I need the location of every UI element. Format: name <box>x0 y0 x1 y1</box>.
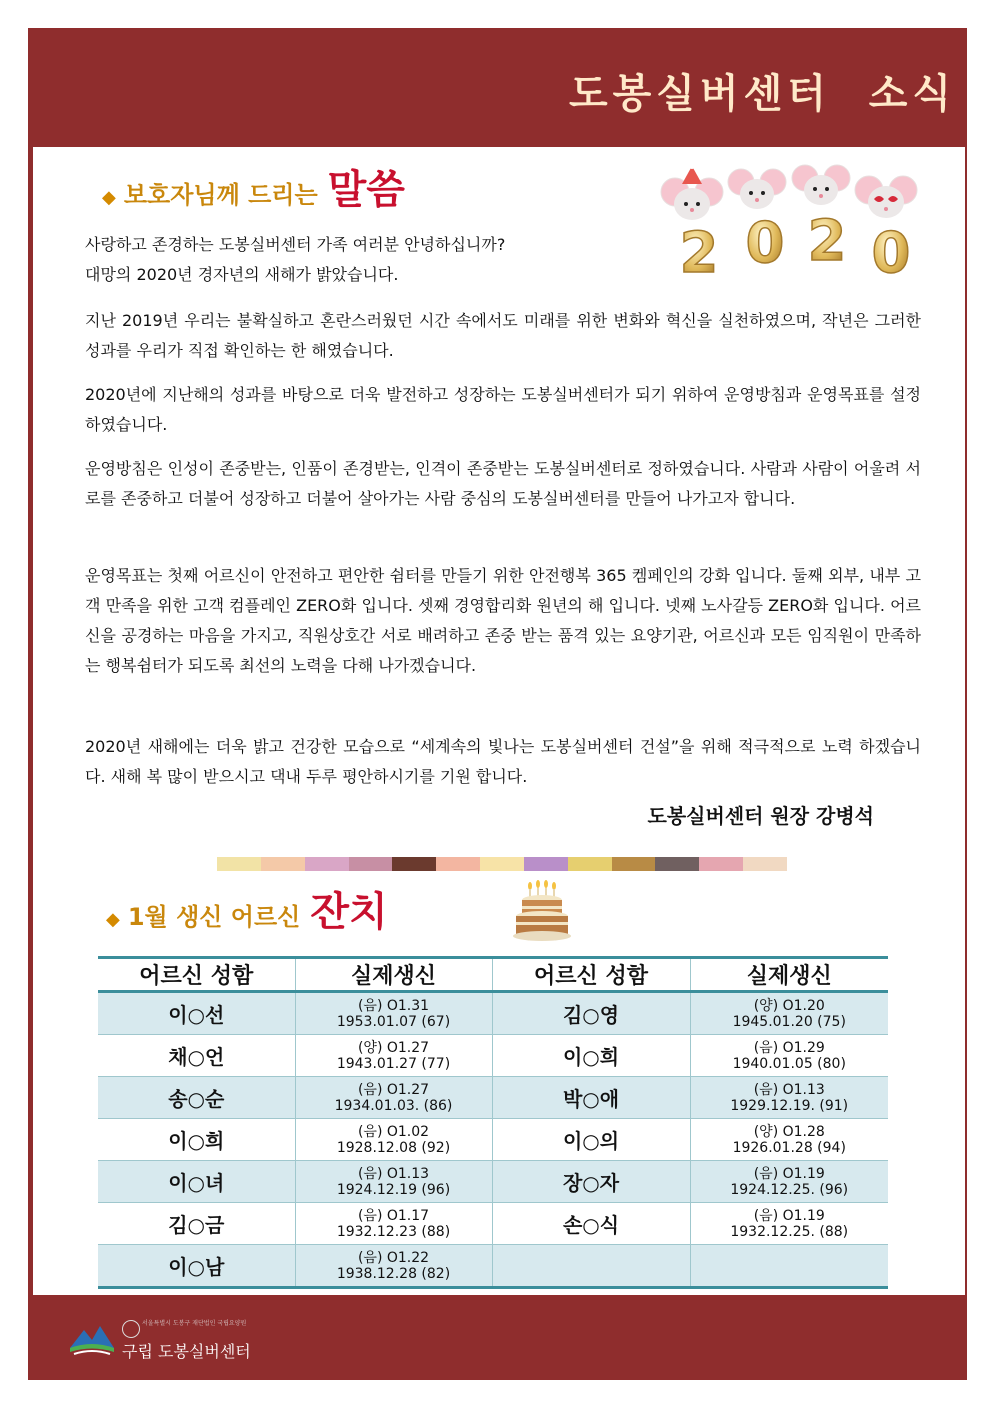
solar-date: 1940.01.05 (80) <box>732 1055 846 1072</box>
senior-name-cell: 장○자 <box>492 1161 690 1203</box>
senior-name-cell: 이○선 <box>98 992 295 1035</box>
senior-name-cell: 김○영 <box>492 992 690 1035</box>
birthday-date-cell <box>690 1203 888 1245</box>
stripe-segment <box>436 857 480 871</box>
stripe-segment <box>524 857 568 871</box>
solar-date: 1932.12.25. (88) <box>730 1223 849 1240</box>
birthday-date-cell <box>295 1035 492 1077</box>
solar-date: 1945.01.20 (75) <box>732 1013 846 1030</box>
stripe-segment <box>305 857 349 871</box>
digit-2: 2 <box>679 221 719 280</box>
lunar-date: (음) O1.19 <box>753 1207 825 1224</box>
bullet-icon: ◆ <box>102 187 116 208</box>
solar-date: 1932.12.23 (88) <box>336 1223 451 1240</box>
senior-name-cell: 손○식 <box>492 1203 690 1245</box>
digit-0: 0 <box>745 211 785 276</box>
table-row <box>98 1077 888 1119</box>
stripe-segment <box>568 857 612 871</box>
birthday-cake-icon <box>512 880 574 944</box>
birthday-date-cell <box>690 1161 888 1203</box>
solar-date: 1943.01.27 (77) <box>336 1055 451 1072</box>
table-row <box>98 1035 888 1077</box>
solar-date: 1929.12.19. (91) <box>730 1097 849 1114</box>
lunar-date: (음) O1.31 <box>357 997 430 1014</box>
digit-2b: 2 <box>807 209 847 274</box>
letter-paragraph-1: 사랑하고 존경하는 도봉실버센터 가족 여러분 안녕하십니까? 대망의 2020년 경자년의 새해가 밝았습니다. <box>85 235 506 284</box>
center-logo-icon <box>68 1318 116 1358</box>
greeting-heading <box>102 158 405 215</box>
birthday-date-cell <box>295 1161 492 1203</box>
birthday-date-cell <box>295 1245 492 1288</box>
senior-name-cell: 이○녀 <box>98 1161 295 1203</box>
lunar-date: (음) O1.19 <box>753 1165 825 1182</box>
lunar-date: (음) O1.13 <box>753 1081 825 1098</box>
stripe-segment <box>261 857 305 871</box>
footer-small-text: 서울특별시 도봉구 재단법인 국립요양원 <box>142 1320 247 1327</box>
stripe-segment <box>217 857 261 871</box>
letter-paragraph-2: 지난 2019년 우리는 불확실하고 혼란스러웠던 시간 속에서도 미래를 위한 변화와 혁신을 실천하였으며, 작년은 그러한 성과를 우리가 직접 확인하는 한 해였습니다. <box>85 311 921 360</box>
senior-name-cell: 이○의 <box>492 1119 690 1161</box>
senior-name-cell: 김○금 <box>98 1203 295 1245</box>
table-row <box>98 1245 888 1288</box>
letter-paragraph-6: 2020년 새해에는 더욱 밝고 건강한 모습으로 “세계속의 빛나는 도봉실버센터 건설”을 위해 적극적으로 노력 하겠습니다. 새해 복 많이 받으시고 댁내 두루 평안하시기를 기원 합니다. <box>85 737 921 786</box>
birthday-title-small: 1월 생신 어르신 <box>127 903 301 931</box>
letter-paragraph-4: 운영방침은 인성이 존중받는, 인품이 존경받는, 인격이 존중받는 도봉실버센터로 정하였습니다. 사람과 사람이 어울려 서로를 존중하고 더불어 성장하고 더불어 살아가는 사람 중심의 도봉실버센터를 만들어 나가고자 합니다. <box>85 459 921 508</box>
greeting-title-big: 말씀 <box>327 167 405 213</box>
stripe-segment <box>480 857 524 871</box>
digit-0b: 0 <box>871 221 911 280</box>
lunar-date: (음) O1.29 <box>753 1039 825 1056</box>
lunar-date: (음) O1.27 <box>357 1081 430 1098</box>
birthday-date-cell <box>690 1119 888 1161</box>
table-row <box>98 1203 888 1245</box>
stripe-segment <box>743 857 787 871</box>
senior-name-cell: 이○남 <box>98 1245 295 1288</box>
greeting-title-small: 보호자님께 드리는 <box>123 181 318 209</box>
birthday-date-cell <box>295 992 492 1035</box>
senior-name-cell: 박○애 <box>492 1077 690 1119</box>
stripe-segment <box>392 857 436 871</box>
solar-date: 1928.12.08 (92) <box>336 1139 451 1156</box>
column-header-name: 어르신 성함 <box>98 958 295 992</box>
stripe-segment <box>699 857 743 871</box>
birthday-date-cell <box>295 1203 492 1245</box>
solar-date: 1924.12.25. (96) <box>730 1181 849 1198</box>
birthday-date-cell <box>690 1245 888 1288</box>
senior-name-cell: 채○언 <box>98 1035 295 1077</box>
letter-paragraph-5: 운영목표는 첫째 어르신이 안전하고 편안한 쉼터를 만들기 위한 안전행복 365 켐페인의 강화 입니다. 둘째 외부, 내부 고객 만족을 위한 고객 컴플레인 ZERO화 입니다. 셋째 경영합리화 원년의 해 입니다. 넷째 노사갈등 ZERO화 입니다. 어르신을 공경하는 마음을 가지고, 직원상호간 서로 배려하고 존중 받는 품격 있는 요양기관, 어르신과 모든 임직원이 만족하는 행복쉼터가 되도록 최선의 노력을 다해 나가겠습니다. <box>85 566 921 675</box>
lunar-date: (음) O1.17 <box>357 1207 430 1224</box>
senior-name-cell: 이○희 <box>492 1035 690 1077</box>
birthday-date-cell <box>690 992 888 1035</box>
solar-date: 1953.01.07 (67) <box>336 1013 451 1030</box>
solar-date: 1926.01.28 (94) <box>732 1139 846 1156</box>
footer-affiliation <box>122 1320 252 1338</box>
solar-date: 1934.01.03. (86) <box>334 1097 453 1114</box>
header-title: 도봉실버센터 소식 <box>569 71 956 117</box>
stripe-segment <box>655 857 699 871</box>
birthday-date-cell <box>690 1077 888 1119</box>
senior-name-cell <box>492 1245 690 1288</box>
table-header-row <box>98 958 888 992</box>
table-row <box>98 992 888 1035</box>
lunar-date: (음) O1.13 <box>357 1165 430 1182</box>
stripe-segment <box>349 857 393 871</box>
stripe-segment <box>612 857 656 871</box>
new-year-2020-mice-image <box>655 162 923 280</box>
lunar-date: (양) O1.28 <box>753 1123 825 1140</box>
footer-org-name: 구립 도봉실버센터 <box>122 1342 251 1361</box>
birthday-date-cell <box>690 1035 888 1077</box>
seal-icon <box>122 1320 140 1338</box>
birthday-date-cell <box>295 1119 492 1161</box>
birthday-heading <box>106 880 388 937</box>
lunar-date: (음) O1.22 <box>357 1249 430 1266</box>
solar-date: 1924.12.19 (96) <box>336 1181 451 1198</box>
letter-paragraph-3: 2020년에 지난해의 성과를 바탕으로 더욱 발전하고 성장하는 도봉실버센터가 되기 위하여 운영방침과 운영목표를 설정하였습니다. <box>85 385 921 434</box>
birthday-table <box>98 956 888 1289</box>
bullet-icon: ◆ <box>106 909 120 930</box>
lunar-date: (음) O1.02 <box>357 1123 430 1140</box>
color-stripe-divider <box>217 857 787 871</box>
table-row <box>98 1161 888 1203</box>
column-header-birthday: 실제생신 <box>690 958 888 992</box>
senior-name-cell: 이○희 <box>98 1119 295 1161</box>
signature: 도봉실버센터 원장 강병석 <box>647 804 874 828</box>
birthday-title-big: 잔치 <box>310 889 388 935</box>
senior-name-cell: 송○순 <box>98 1077 295 1119</box>
solar-date: 1938.12.28 (82) <box>336 1265 451 1282</box>
lunar-date: (양) O1.27 <box>357 1039 430 1056</box>
column-header-name: 어르신 성함 <box>492 958 690 992</box>
lunar-date: (양) O1.20 <box>753 997 825 1014</box>
table-row <box>98 1119 888 1161</box>
birthday-date-cell <box>295 1077 492 1119</box>
column-header-birthday: 실제생신 <box>295 958 492 992</box>
